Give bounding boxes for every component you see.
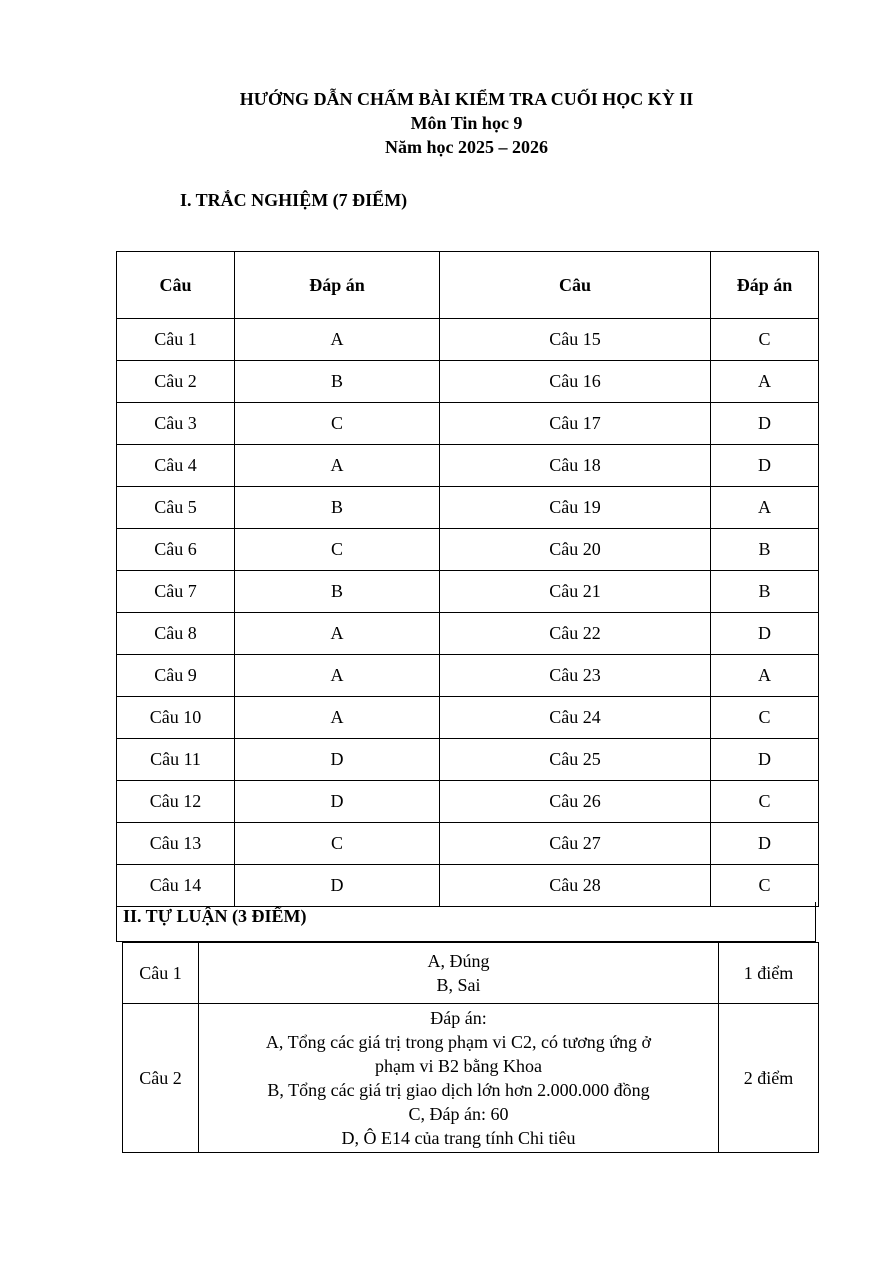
- question-cell: Câu 4: [117, 445, 235, 487]
- answer-cell: B: [711, 571, 819, 613]
- question-cell: Câu 1: [117, 319, 235, 361]
- essay-question: Câu 2: [123, 1004, 199, 1153]
- section2-title: II. TỰ LUẬN (3 ĐIỂM): [116, 902, 816, 942]
- essay-answer: [199, 1004, 719, 1153]
- document-school-year: Năm học 2025 – 2026: [385, 137, 548, 157]
- document-header: [0, 87, 893, 159]
- question-cell: Câu 23: [440, 655, 711, 697]
- question-cell: Câu 14: [117, 865, 235, 907]
- essay-answer: [199, 943, 719, 1004]
- document-subject: Môn Tin học 9: [410, 113, 523, 133]
- table-row: [117, 361, 819, 403]
- question-cell: Câu 7: [117, 571, 235, 613]
- question-cell: Câu 12: [117, 781, 235, 823]
- header-question-col1: Câu: [117, 252, 235, 319]
- answer-line: B, Tổng các giá trị giao dịch lớn hơn 2.000.000 đồng: [267, 1080, 650, 1100]
- essay-points: 2 điểm: [719, 1004, 819, 1153]
- table-row: [117, 613, 819, 655]
- question-cell: Câu 6: [117, 529, 235, 571]
- question-cell: Câu 26: [440, 781, 711, 823]
- header-question-col2: Câu: [440, 252, 711, 319]
- answer-line: A, Tổng các giá trị trong phạm vi C2, có tương ứng ở: [265, 1032, 652, 1052]
- question-cell: Câu 17: [440, 403, 711, 445]
- essay-points: 1 điểm: [719, 943, 819, 1004]
- document-title: HƯỚNG DẪN CHẤM BÀI KIỂM TRA CUỐI HỌC KỲ II: [239, 89, 694, 109]
- answer-cell: C: [711, 319, 819, 361]
- answer-cell: A: [711, 487, 819, 529]
- answer-cell: D: [711, 403, 819, 445]
- question-cell: Câu 28: [440, 865, 711, 907]
- table-row: [117, 823, 819, 865]
- table-row: [117, 739, 819, 781]
- question-cell: Câu 5: [117, 487, 235, 529]
- table-row: [117, 319, 819, 361]
- answer-cell: D: [235, 739, 440, 781]
- answer-cell: C: [711, 865, 819, 907]
- answer-cell: C: [711, 697, 819, 739]
- answer-cell: B: [235, 361, 440, 403]
- answer-cell: D: [711, 739, 819, 781]
- answer-cell: A: [235, 319, 440, 361]
- question-cell: Câu 13: [117, 823, 235, 865]
- answer-cell: D: [235, 865, 440, 907]
- question-cell: Câu 27: [440, 823, 711, 865]
- answer-cell: A: [235, 697, 440, 739]
- table-row: [117, 487, 819, 529]
- essay-question: Câu 1: [123, 943, 199, 1004]
- section1-title: I. TRẮC NGHIỆM (7 ĐIỂM): [180, 190, 408, 210]
- table-row: [117, 781, 819, 823]
- answer-cell: B: [235, 571, 440, 613]
- answer-cell: D: [711, 613, 819, 655]
- question-cell: Câu 20: [440, 529, 711, 571]
- question-cell: Câu 15: [440, 319, 711, 361]
- question-cell: Câu 21: [440, 571, 711, 613]
- question-cell: Câu 22: [440, 613, 711, 655]
- question-cell: Câu 25: [440, 739, 711, 781]
- header-answer-col2: Đáp án: [711, 252, 819, 319]
- table-row: [117, 529, 819, 571]
- header-answer-col1: Đáp án: [235, 252, 440, 319]
- question-cell: Câu 3: [117, 403, 235, 445]
- table-row: [117, 403, 819, 445]
- answer-cell: C: [711, 781, 819, 823]
- question-cell: Câu 2: [117, 361, 235, 403]
- question-cell: Câu 19: [440, 487, 711, 529]
- question-cell: Câu 9: [117, 655, 235, 697]
- table-row: [117, 865, 819, 907]
- essay-table: [122, 942, 819, 1153]
- table-row: [117, 571, 819, 613]
- question-cell: Câu 10: [117, 697, 235, 739]
- question-cell: Câu 8: [117, 613, 235, 655]
- table-row: [123, 943, 819, 1004]
- answer-cell: B: [711, 529, 819, 571]
- answer-cell: D: [711, 445, 819, 487]
- table-row: [117, 655, 819, 697]
- answer-cell: C: [235, 823, 440, 865]
- answer-cell: A: [235, 613, 440, 655]
- table-row: [117, 697, 819, 739]
- table-header-row: [117, 252, 819, 319]
- answer-cell: A: [235, 655, 440, 697]
- answer-line: B, Sai: [436, 975, 481, 995]
- answer-cell: B: [235, 487, 440, 529]
- answer-cell: A: [235, 445, 440, 487]
- answer-cell: A: [711, 361, 819, 403]
- answer-cell: D: [711, 823, 819, 865]
- answer-cell: A: [711, 655, 819, 697]
- answer-line: C, Đáp án: 60: [408, 1104, 509, 1124]
- answer-cell: D: [235, 781, 440, 823]
- question-cell: Câu 11: [117, 739, 235, 781]
- table-row: [117, 445, 819, 487]
- answer-cell: C: [235, 403, 440, 445]
- multiple-choice-body: [117, 319, 819, 907]
- question-cell: Câu 24: [440, 697, 711, 739]
- answer-line: phạm vi B2 bằng Khoa: [375, 1056, 542, 1076]
- answer-line: D, Ô E14 của trang tính Chi tiêu: [341, 1128, 576, 1148]
- question-cell: Câu 18: [440, 445, 711, 487]
- answer-line: Đáp án:: [430, 1008, 487, 1028]
- multiple-choice-table: [116, 251, 819, 907]
- question-cell: Câu 16: [440, 361, 711, 403]
- answer-line: A, Đúng: [427, 951, 490, 971]
- table-row: [123, 1004, 819, 1153]
- answer-cell: C: [235, 529, 440, 571]
